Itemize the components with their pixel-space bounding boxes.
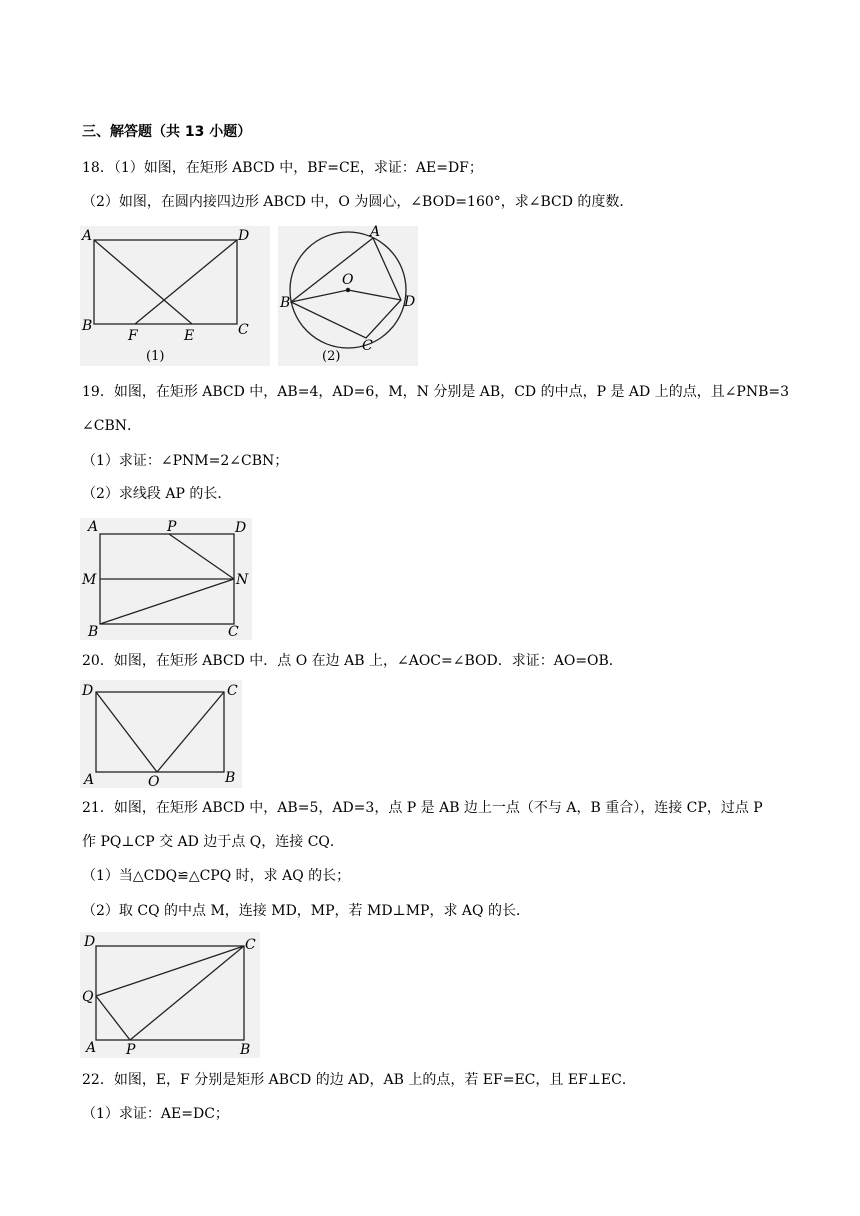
q21-stem-line2: 作 PQ⊥CP 交 AD 边于点 Q，连接 CQ．: [82, 834, 344, 850]
q18-figure-1: [80, 226, 270, 366]
label-e: E: [184, 328, 195, 344]
label-a: A: [84, 772, 95, 788]
q22-stem: 22．如图，E，F 分别是矩形 ABCD 的边 AD，AB 上的点，若 EF=EC，且 EF⊥EC．: [82, 1072, 636, 1088]
label-c: C: [227, 683, 238, 699]
label-n: N: [236, 572, 249, 588]
q19-part2: （2）求线段 AP 的长．: [82, 486, 232, 502]
figure-background: [80, 226, 270, 366]
label-d: D: [404, 294, 416, 310]
label-q: Q: [82, 989, 94, 1005]
q21-part2: （2）取 CQ 的中点 M，连接 MD，MP，若 MD⊥MP，求 AQ 的长．: [82, 903, 530, 919]
label-c: C: [228, 624, 239, 640]
label-m: M: [82, 572, 97, 588]
label-b: B: [280, 295, 291, 311]
label-a: A: [88, 519, 99, 535]
label-a: A: [82, 228, 93, 244]
label-d: D: [82, 683, 94, 699]
q18-figure-2: [278, 226, 418, 366]
center-point-o: [346, 288, 349, 291]
figure-caption-2: (2): [322, 349, 341, 364]
label-b: B: [88, 624, 99, 640]
q20-figure: [80, 680, 242, 788]
q21-figure: [80, 932, 260, 1058]
q18-part1: 18．（1）如图，在矩形 ABCD 中，BF=CE，求证：AE=DF；: [82, 160, 483, 176]
q19-stem-line2: ∠CBN．: [82, 418, 141, 434]
q19-stem-line1: 19．如图，在矩形 ABCD 中，AB=4，AD=6，M，N 分别是 AB，CD 的中点，P 是 AD 上的点，且∠PNB=3: [82, 384, 790, 400]
q21-stem-line1: 21．如图，在矩形 ABCD 中，AB=5，AD=3，点 P 是 AB 边上一点（不与 A，B 重合），连接 CP，过点 P: [82, 800, 763, 816]
label-d: D: [238, 228, 250, 244]
q19-figure: [80, 518, 252, 640]
label-o: O: [342, 272, 354, 288]
q19-part1: （1）求证：∠PNM=2∠CBN；: [82, 453, 289, 469]
label-b: B: [82, 318, 93, 334]
label-c: C: [245, 937, 256, 953]
label-o: O: [148, 774, 160, 790]
label-p: P: [126, 1042, 136, 1058]
q20-stem: 20．如图，在矩形 ABCD 中．点 O 在边 AB 上，∠AOC=∠BOD．求证：AO=OB．: [82, 653, 623, 669]
q18-part2: （2）如图，在圆内接四边形 ABCD 中，O 为圆心，∠BOD=160°，求∠BCD 的度数．: [82, 194, 634, 210]
q21-part1: （1）当△CDQ≌△CPQ 时，求 AQ 的长；: [82, 868, 351, 884]
section-title: 三、解答题（共 13 小题）: [82, 124, 252, 140]
label-f: F: [128, 328, 138, 344]
label-p: P: [167, 519, 177, 535]
figure-background: [80, 932, 260, 1058]
label-d: D: [235, 520, 247, 536]
q22-part1: （1）求证：AE=DC；: [82, 1106, 229, 1122]
label-c: C: [238, 322, 249, 338]
label-a: A: [370, 224, 381, 240]
label-c: C: [362, 338, 373, 354]
figure-caption-1: (1): [146, 349, 165, 364]
label-d: D: [84, 934, 96, 950]
label-b: B: [240, 1042, 251, 1058]
label-b: B: [225, 770, 236, 786]
label-a: A: [86, 1040, 97, 1056]
